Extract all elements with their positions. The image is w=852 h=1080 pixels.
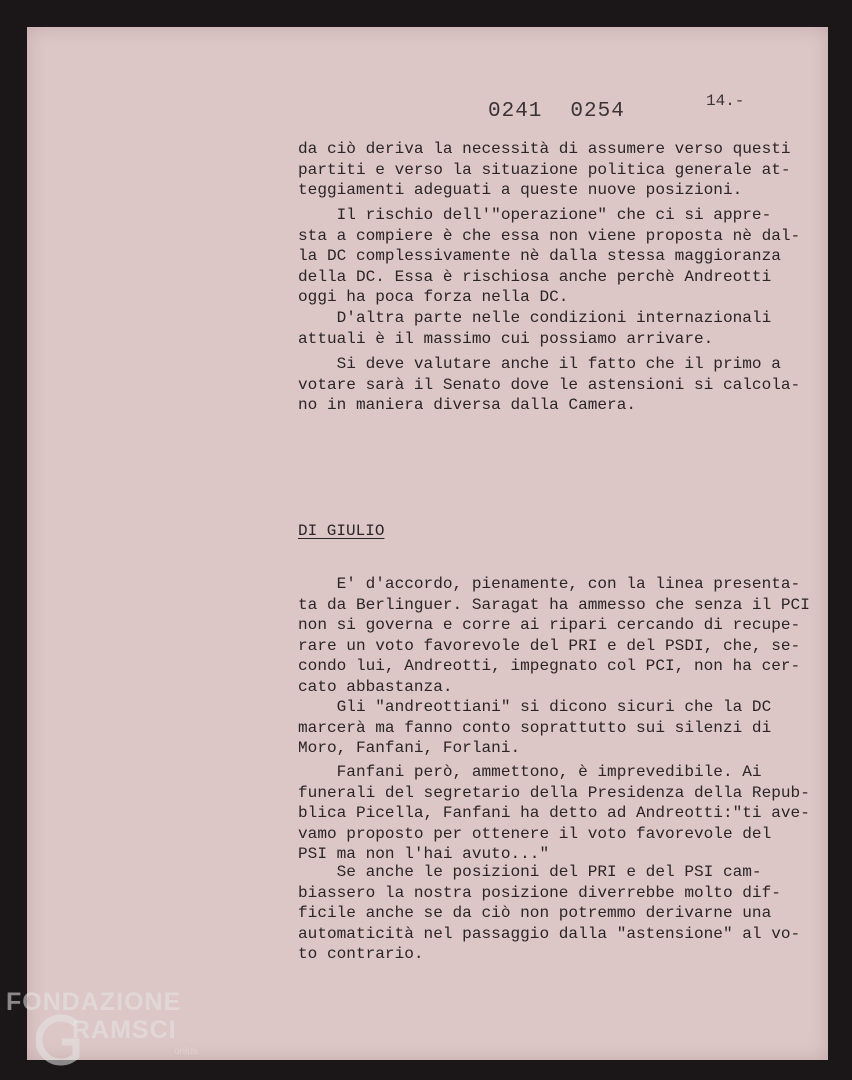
text-line: no in maniera diversa dalla Camera. bbox=[298, 396, 637, 414]
paragraph-5 bbox=[298, 574, 818, 697]
text-line: funerali del segretario della Presidenza della Repub- bbox=[298, 783, 810, 802]
text-line: marcerà ma fanno conto soprattutto sui silenzi di bbox=[298, 718, 772, 737]
text-line: cato abbastanza. bbox=[298, 677, 453, 696]
paragraph-4 bbox=[298, 354, 818, 416]
watermark-line-3: onlus bbox=[174, 1046, 198, 1057]
text-line: condo lui, Andreotti, impegnato col PCI, non ha cer- bbox=[298, 657, 801, 675]
text-line: Si deve valutare anche il fatto che il primo a bbox=[298, 355, 781, 373]
watermark-line-2: RAMSCI bbox=[72, 1016, 177, 1044]
text-line: la DC complessivamente nè dalla stessa maggioranza bbox=[298, 247, 781, 265]
paragraph-7 bbox=[298, 762, 818, 865]
text-line: to contrario. bbox=[298, 945, 424, 963]
text-line: votare sarà il Senato dove le astensioni si calcola- bbox=[298, 375, 801, 394]
text-line: automaticità nel passaggio dalla "astensione" al vo- bbox=[298, 924, 801, 943]
text-line: PSI ma non l'hai avuto..." bbox=[298, 845, 550, 863]
text-line: Fanfani però, ammettono, è imprevedibile. Ai bbox=[298, 763, 762, 781]
text-line: biassero la nostra posizione diverrebbe molto dif- bbox=[298, 883, 781, 902]
reference-number-a: 0241 bbox=[488, 100, 543, 123]
paragraph-3 bbox=[298, 308, 818, 349]
text-line: non si governa e corre ai ripari cercando di recupe- bbox=[298, 616, 801, 634]
reference-number-b: 0254 bbox=[570, 100, 625, 123]
text-line: ficile anche se da ciò non potremmo derivarne una bbox=[298, 904, 772, 922]
text-line: blica Picella, Fanfani ha detto ad Andreotti:"ti ave- bbox=[298, 804, 810, 822]
text-line: Il rischio dell'"operazione" che ci si appre- bbox=[298, 206, 772, 224]
text-line: ta da Berlinguer. Saragat ha ammesso che senza il PCI bbox=[298, 595, 810, 614]
speaker-heading: DI GIULIO bbox=[298, 522, 385, 540]
watermark-line-1: FONDAZIONE bbox=[6, 988, 182, 1016]
text-line: D'altra parte nelle condizioni internazionali bbox=[298, 309, 772, 327]
text-line: da ciò deriva la necessità di assumere verso questi bbox=[298, 140, 791, 158]
page-number: 14.- bbox=[706, 92, 745, 110]
text-line: E' d'accordo, pienamente, con la linea presenta- bbox=[298, 575, 801, 593]
text-line: vamo proposto per ottenere il voto favorevole del bbox=[298, 824, 772, 843]
text-line: Se anche le posizioni del PRI e del PSI cam- bbox=[298, 863, 762, 881]
text-line: rare un voto favorevole del PRI e del PSDI, che, se- bbox=[298, 636, 801, 655]
text-line: Gli "andreottiani" si dicono sicuri che la DC bbox=[298, 698, 772, 716]
text-line: attuali è il massimo cui possiamo arrivare. bbox=[298, 329, 714, 348]
archive-reference bbox=[488, 100, 625, 123]
text-line: Moro, Fanfani, Forlani. bbox=[298, 739, 521, 757]
text-line: partiti e verso la situazione politica generale at- bbox=[298, 160, 791, 179]
text-line: teggiamenti adeguati a queste nuove posizioni. bbox=[298, 181, 743, 199]
text-line: oggi ha poca forza nella DC. bbox=[298, 288, 569, 306]
paragraph-8 bbox=[298, 862, 818, 965]
fondazione-gramsci-watermark bbox=[2, 988, 222, 1078]
paragraph-2 bbox=[298, 205, 818, 308]
paragraph-1 bbox=[298, 139, 818, 201]
paragraph-6 bbox=[298, 697, 818, 759]
text-line: della DC. Essa è rischiosa anche perchè Andreotti bbox=[298, 267, 772, 286]
text-line: sta a compiere è che essa non viene proposta nè dal- bbox=[298, 226, 801, 245]
